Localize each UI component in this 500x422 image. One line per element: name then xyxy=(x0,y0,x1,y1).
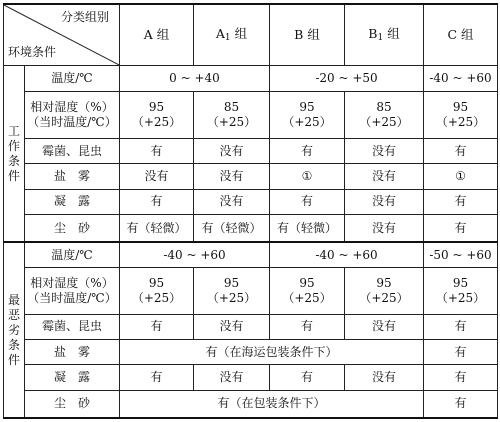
work-mold-b: 有 xyxy=(270,138,345,163)
header-classification-label: 分类组别 xyxy=(60,10,109,24)
worst-mold-a: 有 xyxy=(120,314,194,339)
work-salt-b1: 没有 xyxy=(345,164,424,189)
header-group-b: B 组 xyxy=(270,4,345,65)
work-temp-label: 温度/℃ xyxy=(25,65,120,91)
worst-salt-c: 有 xyxy=(424,340,498,365)
worst-condense-a1: 没有 xyxy=(194,365,270,390)
work-humidity-b: 95 （+25） xyxy=(270,92,345,139)
work-condense-b1: 没有 xyxy=(345,189,424,214)
worst-salt-label: 盐 雾 xyxy=(25,340,120,365)
worst-humidity-label: 相对湿度（%） （当时温度/℃） xyxy=(25,268,120,315)
work-salt-b: ① xyxy=(270,164,345,189)
worst-mold-c: 有 xyxy=(424,314,498,339)
work-salt-label: 盐 雾 xyxy=(25,164,120,189)
work-dust-label: 尘 砂 xyxy=(25,215,120,243)
work-humidity-label: 相对湿度（%） （当时温度/℃） xyxy=(25,92,120,139)
work-mold-a1: 没有 xyxy=(194,138,270,163)
work-salt-a1: 没有 xyxy=(194,164,270,189)
worst-temp-b: -40 ~ +60 xyxy=(270,242,424,267)
worst-mold-b1: 没有 xyxy=(345,314,424,339)
environment-conditions-table xyxy=(3,3,498,419)
work-humidity-c: 95 （+25） xyxy=(424,92,498,139)
work-condense-a: 有 xyxy=(120,189,194,214)
work-dust-c: 有 xyxy=(424,215,498,243)
worst-dust-merged: 有（在包装条件下） xyxy=(120,390,424,418)
worst-mold-b: 有 xyxy=(270,314,345,339)
worst-temp-c: -50 ~ +60 xyxy=(424,242,498,267)
header-diagonal-cell xyxy=(4,4,120,65)
worst-dust-c: 有 xyxy=(424,390,498,418)
header-group-c: C 组 xyxy=(424,4,498,65)
section-worst-conditions: 最 恶 劣 条 件 xyxy=(4,242,25,418)
worst-temp-label: 温度/℃ xyxy=(25,242,120,267)
work-mold-label: 霉菌、昆虫 xyxy=(25,138,120,163)
header-group-b1: $B_1$ 组 xyxy=(345,4,424,65)
worst-condense-b: 有 xyxy=(270,365,345,390)
worst-mold-a1: 没有 xyxy=(194,314,270,339)
worst-temp-a: -40 ~ +60 xyxy=(120,242,270,267)
work-salt-a: 没有 xyxy=(120,164,194,189)
work-dust-b: 有（轻微） xyxy=(270,215,345,243)
worst-humidity-b1: 95 （+25） xyxy=(345,268,424,315)
work-humidity-a: 95 （+25） xyxy=(120,92,194,139)
worst-mold-label: 霉菌、昆虫 xyxy=(25,314,120,339)
worst-condense-b1: 没有 xyxy=(345,365,424,390)
section-working-conditions: 工 作 条 件 xyxy=(4,65,25,242)
work-condense-b: 有 xyxy=(270,189,345,214)
worst-condense-c: 有 xyxy=(424,365,498,390)
work-humidity-b1: 85 （+25） xyxy=(345,92,424,139)
header-environment-label: 环境条件 xyxy=(8,44,57,59)
work-salt-c: ① xyxy=(424,164,498,189)
worst-dust-label: 尘 砂 xyxy=(25,390,120,418)
worst-salt-merged: 有（在海运包装条件下） xyxy=(120,340,424,365)
work-temp-ab: 0 ~ +40 xyxy=(120,65,270,91)
worst-condense-a: 有 xyxy=(120,365,194,390)
work-dust-a: 有（轻微） xyxy=(120,215,194,243)
work-mold-c: 有 xyxy=(424,138,498,163)
worst-humidity-a: 95 （+25） xyxy=(120,268,194,315)
header-group-a1: $A_1$ 组 xyxy=(194,4,270,65)
header-group-a: A 组 xyxy=(120,4,194,65)
work-mold-b1: 没有 xyxy=(345,138,424,163)
worst-humidity-b: 95 （+25） xyxy=(270,268,345,315)
work-mold-a: 有 xyxy=(120,138,194,163)
worst-condense-label: 凝 露 xyxy=(25,365,120,390)
work-temp-c: -40 ~ +60 xyxy=(424,65,498,91)
work-temp-b: -20 ~ +50 xyxy=(270,65,424,91)
work-humidity-a1: 85 （+25） xyxy=(194,92,270,139)
work-condense-a1: 没有 xyxy=(194,189,270,214)
work-condense-label: 凝 露 xyxy=(25,189,120,214)
work-dust-a1: 有（轻微） xyxy=(194,215,270,243)
worst-humidity-a1: 95 （+25） xyxy=(194,268,270,315)
work-dust-b1: 没有 xyxy=(345,215,424,243)
worst-humidity-c: 95 （+25） xyxy=(424,268,498,315)
work-condense-c: 有 xyxy=(424,189,498,214)
